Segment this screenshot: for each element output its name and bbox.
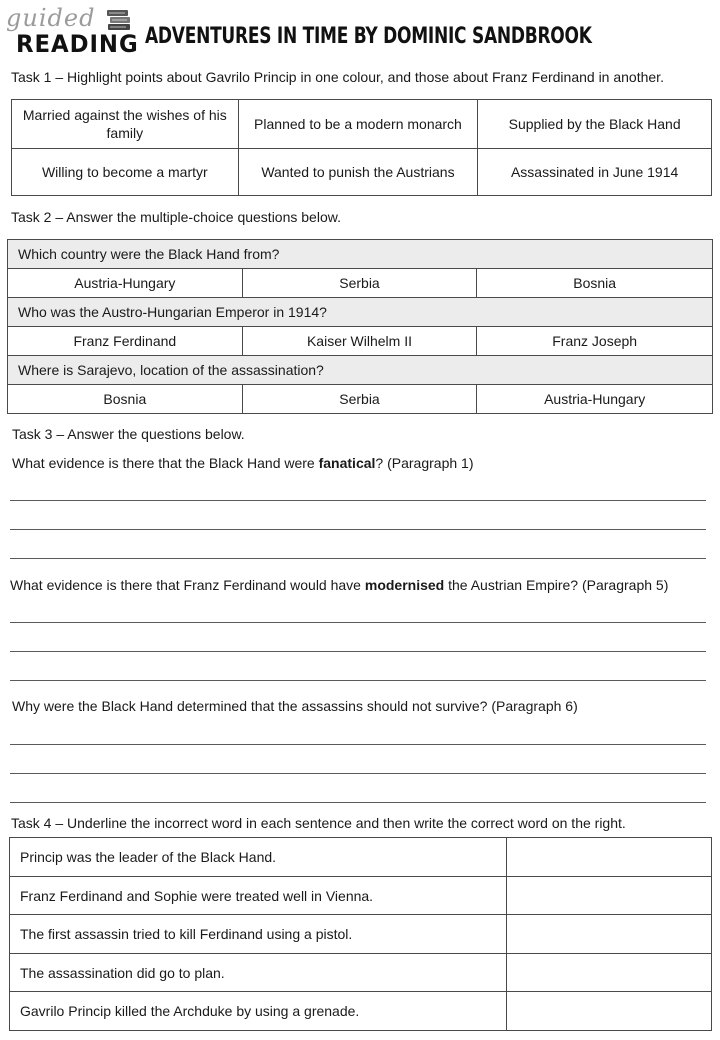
table-row bbox=[8, 240, 713, 269]
task3-instruction: Task 3 – Answer the questions below. bbox=[12, 426, 245, 442]
table-row bbox=[12, 100, 712, 149]
mcq-option[interactable]: Franz Ferdinand bbox=[8, 327, 243, 356]
books-icon bbox=[106, 8, 132, 32]
answer-line[interactable] bbox=[10, 500, 706, 501]
guided-reading-logo bbox=[6, 4, 139, 58]
mcq-option[interactable]: Franz Joseph bbox=[477, 327, 713, 356]
mcq-option[interactable]: Serbia bbox=[242, 385, 477, 414]
table-row bbox=[10, 915, 712, 954]
task1-instruction: Task 1 – Highlight points about Gavrilo Princip in one colour, and those about Franz Ferdinand in another. bbox=[11, 69, 664, 85]
mcq-question: Who was the Austro-Hungarian Emperor in 1914? bbox=[8, 298, 713, 327]
task1-cell[interactable]: Assassinated in June 1914 bbox=[478, 149, 712, 196]
logo-guided-text: guided bbox=[6, 4, 96, 32]
task1-cell[interactable]: Wanted to punish the Austrians bbox=[238, 149, 478, 196]
answer-line[interactable] bbox=[10, 680, 706, 681]
answer-line[interactable] bbox=[10, 802, 706, 803]
table-row bbox=[8, 269, 713, 298]
answer-line[interactable] bbox=[10, 558, 706, 559]
task4-answer-cell[interactable] bbox=[507, 954, 712, 992]
task1-cell[interactable]: Willing to become a martyr bbox=[12, 149, 239, 196]
table-row bbox=[8, 298, 713, 327]
answer-line[interactable] bbox=[10, 651, 706, 652]
mcq-option[interactable]: Bosnia bbox=[8, 385, 243, 414]
task4-table bbox=[9, 837, 712, 1031]
table-row bbox=[8, 385, 713, 414]
task1-cell[interactable]: Married against the wishes of his family bbox=[12, 100, 239, 149]
table-row bbox=[10, 992, 712, 1031]
answer-line[interactable] bbox=[10, 773, 706, 774]
logo-reading-text: READING bbox=[16, 30, 139, 58]
table-row bbox=[12, 149, 712, 196]
task2-table bbox=[7, 239, 713, 414]
mcq-option[interactable]: Austria-Hungary bbox=[8, 269, 243, 298]
task3-question-1: What evidence is there that the Black Hand were fanatical? (Paragraph 1) bbox=[12, 455, 474, 471]
task4-sentence[interactable]: The assassination did go to plan. bbox=[10, 954, 507, 992]
table-row bbox=[10, 954, 712, 992]
task4-sentence[interactable]: The first assassin tried to kill Ferdinand using a pistol. bbox=[10, 915, 507, 954]
table-row bbox=[8, 356, 713, 385]
task3-question-3: Why were the Black Hand determined that the assassins should not survive? (Paragraph 6) bbox=[12, 698, 578, 714]
task1-table bbox=[11, 99, 712, 196]
task4-answer-cell[interactable] bbox=[507, 838, 712, 877]
answer-line[interactable] bbox=[10, 622, 706, 623]
table-row bbox=[8, 327, 713, 356]
mcq-option[interactable]: Bosnia bbox=[477, 269, 713, 298]
table-row bbox=[10, 877, 712, 915]
task4-sentence[interactable]: Gavrilo Princip killed the Archduke by using a grenade. bbox=[10, 992, 507, 1031]
task1-cell[interactable]: Supplied by the Black Hand bbox=[478, 100, 712, 149]
task1-cell[interactable]: Planned to be a modern monarch bbox=[238, 100, 478, 149]
task4-instruction: Task 4 – Underline the incorrect word in each sentence and then write the correct word on the right. bbox=[11, 815, 626, 831]
mcq-option[interactable]: Kaiser Wilhelm II bbox=[242, 327, 477, 356]
mcq-question: Where is Sarajevo, location of the assassination? bbox=[8, 356, 713, 385]
table-row bbox=[10, 838, 712, 877]
answer-line[interactable] bbox=[10, 744, 706, 745]
page-title: ADVENTURES IN TIME BY DOMINIC SANDBROOK bbox=[145, 24, 592, 49]
mcq-option[interactable]: Austria-Hungary bbox=[477, 385, 713, 414]
task4-sentence[interactable]: Princip was the leader of the Black Hand. bbox=[10, 838, 507, 877]
task4-answer-cell[interactable] bbox=[507, 992, 712, 1031]
task2-instruction: Task 2 – Answer the multiple-choice questions below. bbox=[11, 209, 341, 225]
task3-question-2: What evidence is there that Franz Ferdinand would have modernised the Austrian Empire? (Paragraph 5) bbox=[10, 577, 669, 593]
mcq-question: Which country were the Black Hand from? bbox=[8, 240, 713, 269]
task4-answer-cell[interactable] bbox=[507, 915, 712, 954]
mcq-option[interactable]: Serbia bbox=[242, 269, 477, 298]
task4-answer-cell[interactable] bbox=[507, 877, 712, 915]
answer-line[interactable] bbox=[10, 529, 706, 530]
task4-sentence[interactable]: Franz Ferdinand and Sophie were treated well in Vienna. bbox=[10, 877, 507, 915]
